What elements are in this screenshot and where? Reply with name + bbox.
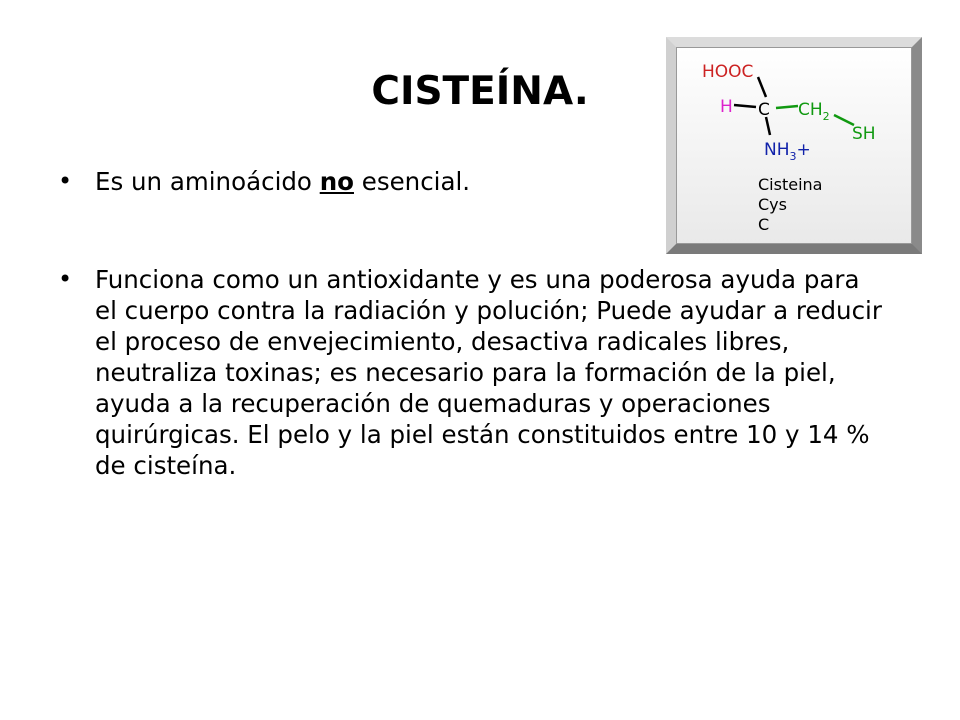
bond-c-ch2 bbox=[776, 106, 798, 108]
ch2-label bbox=[798, 100, 830, 123]
amino-acid-names bbox=[758, 175, 822, 235]
cysteine-structure-image bbox=[666, 37, 922, 254]
carboxyl-label: HOOC bbox=[702, 62, 754, 82]
bullet-1-suffix: esencial. bbox=[353, 167, 471, 196]
hydrogen-label: H bbox=[720, 97, 733, 117]
bullet-dot: • bbox=[58, 265, 73, 293]
name-three-letter: Cys bbox=[758, 195, 787, 214]
bullet-item-2 bbox=[58, 264, 882, 481]
bullet-1-emphasis: no bbox=[319, 167, 354, 196]
bullet-1-prefix: Es un aminoácido bbox=[95, 167, 320, 196]
slide-title: CISTEÍNA. bbox=[371, 69, 589, 114]
bond-c-hooc bbox=[758, 77, 766, 97]
amino-main: NH bbox=[764, 140, 790, 160]
ch2-main: CH bbox=[798, 100, 823, 120]
alpha-carbon-label: C bbox=[758, 100, 770, 120]
ch2-sub: 2 bbox=[822, 110, 830, 123]
name-full: Cisteina bbox=[758, 175, 823, 194]
amino-sub: 3 bbox=[789, 150, 797, 163]
bullet-dot: • bbox=[58, 167, 73, 195]
amino-charge: + bbox=[796, 140, 811, 160]
thiol-label: SH bbox=[852, 124, 876, 144]
bond-h-c bbox=[734, 105, 756, 107]
bullet-2-text: Funciona como un antioxidante y es una poderosa ayuda para el cuerpo contra la radiación y polución; Puede ayudar a reducir el proceso de envejecimiento, desactiva radicales libres, neutraliza toxinas; es necesario para la formación de la piel, ayuda a la recuperación de quemaduras y operaciones quirúrgicas. El pelo y la piel están constituidos entre 10 y 14 % de cisteína. bbox=[95, 265, 882, 480]
bond-ch2-sh bbox=[834, 115, 854, 125]
name-one-letter: C bbox=[758, 215, 770, 234]
amino-label bbox=[764, 140, 811, 163]
